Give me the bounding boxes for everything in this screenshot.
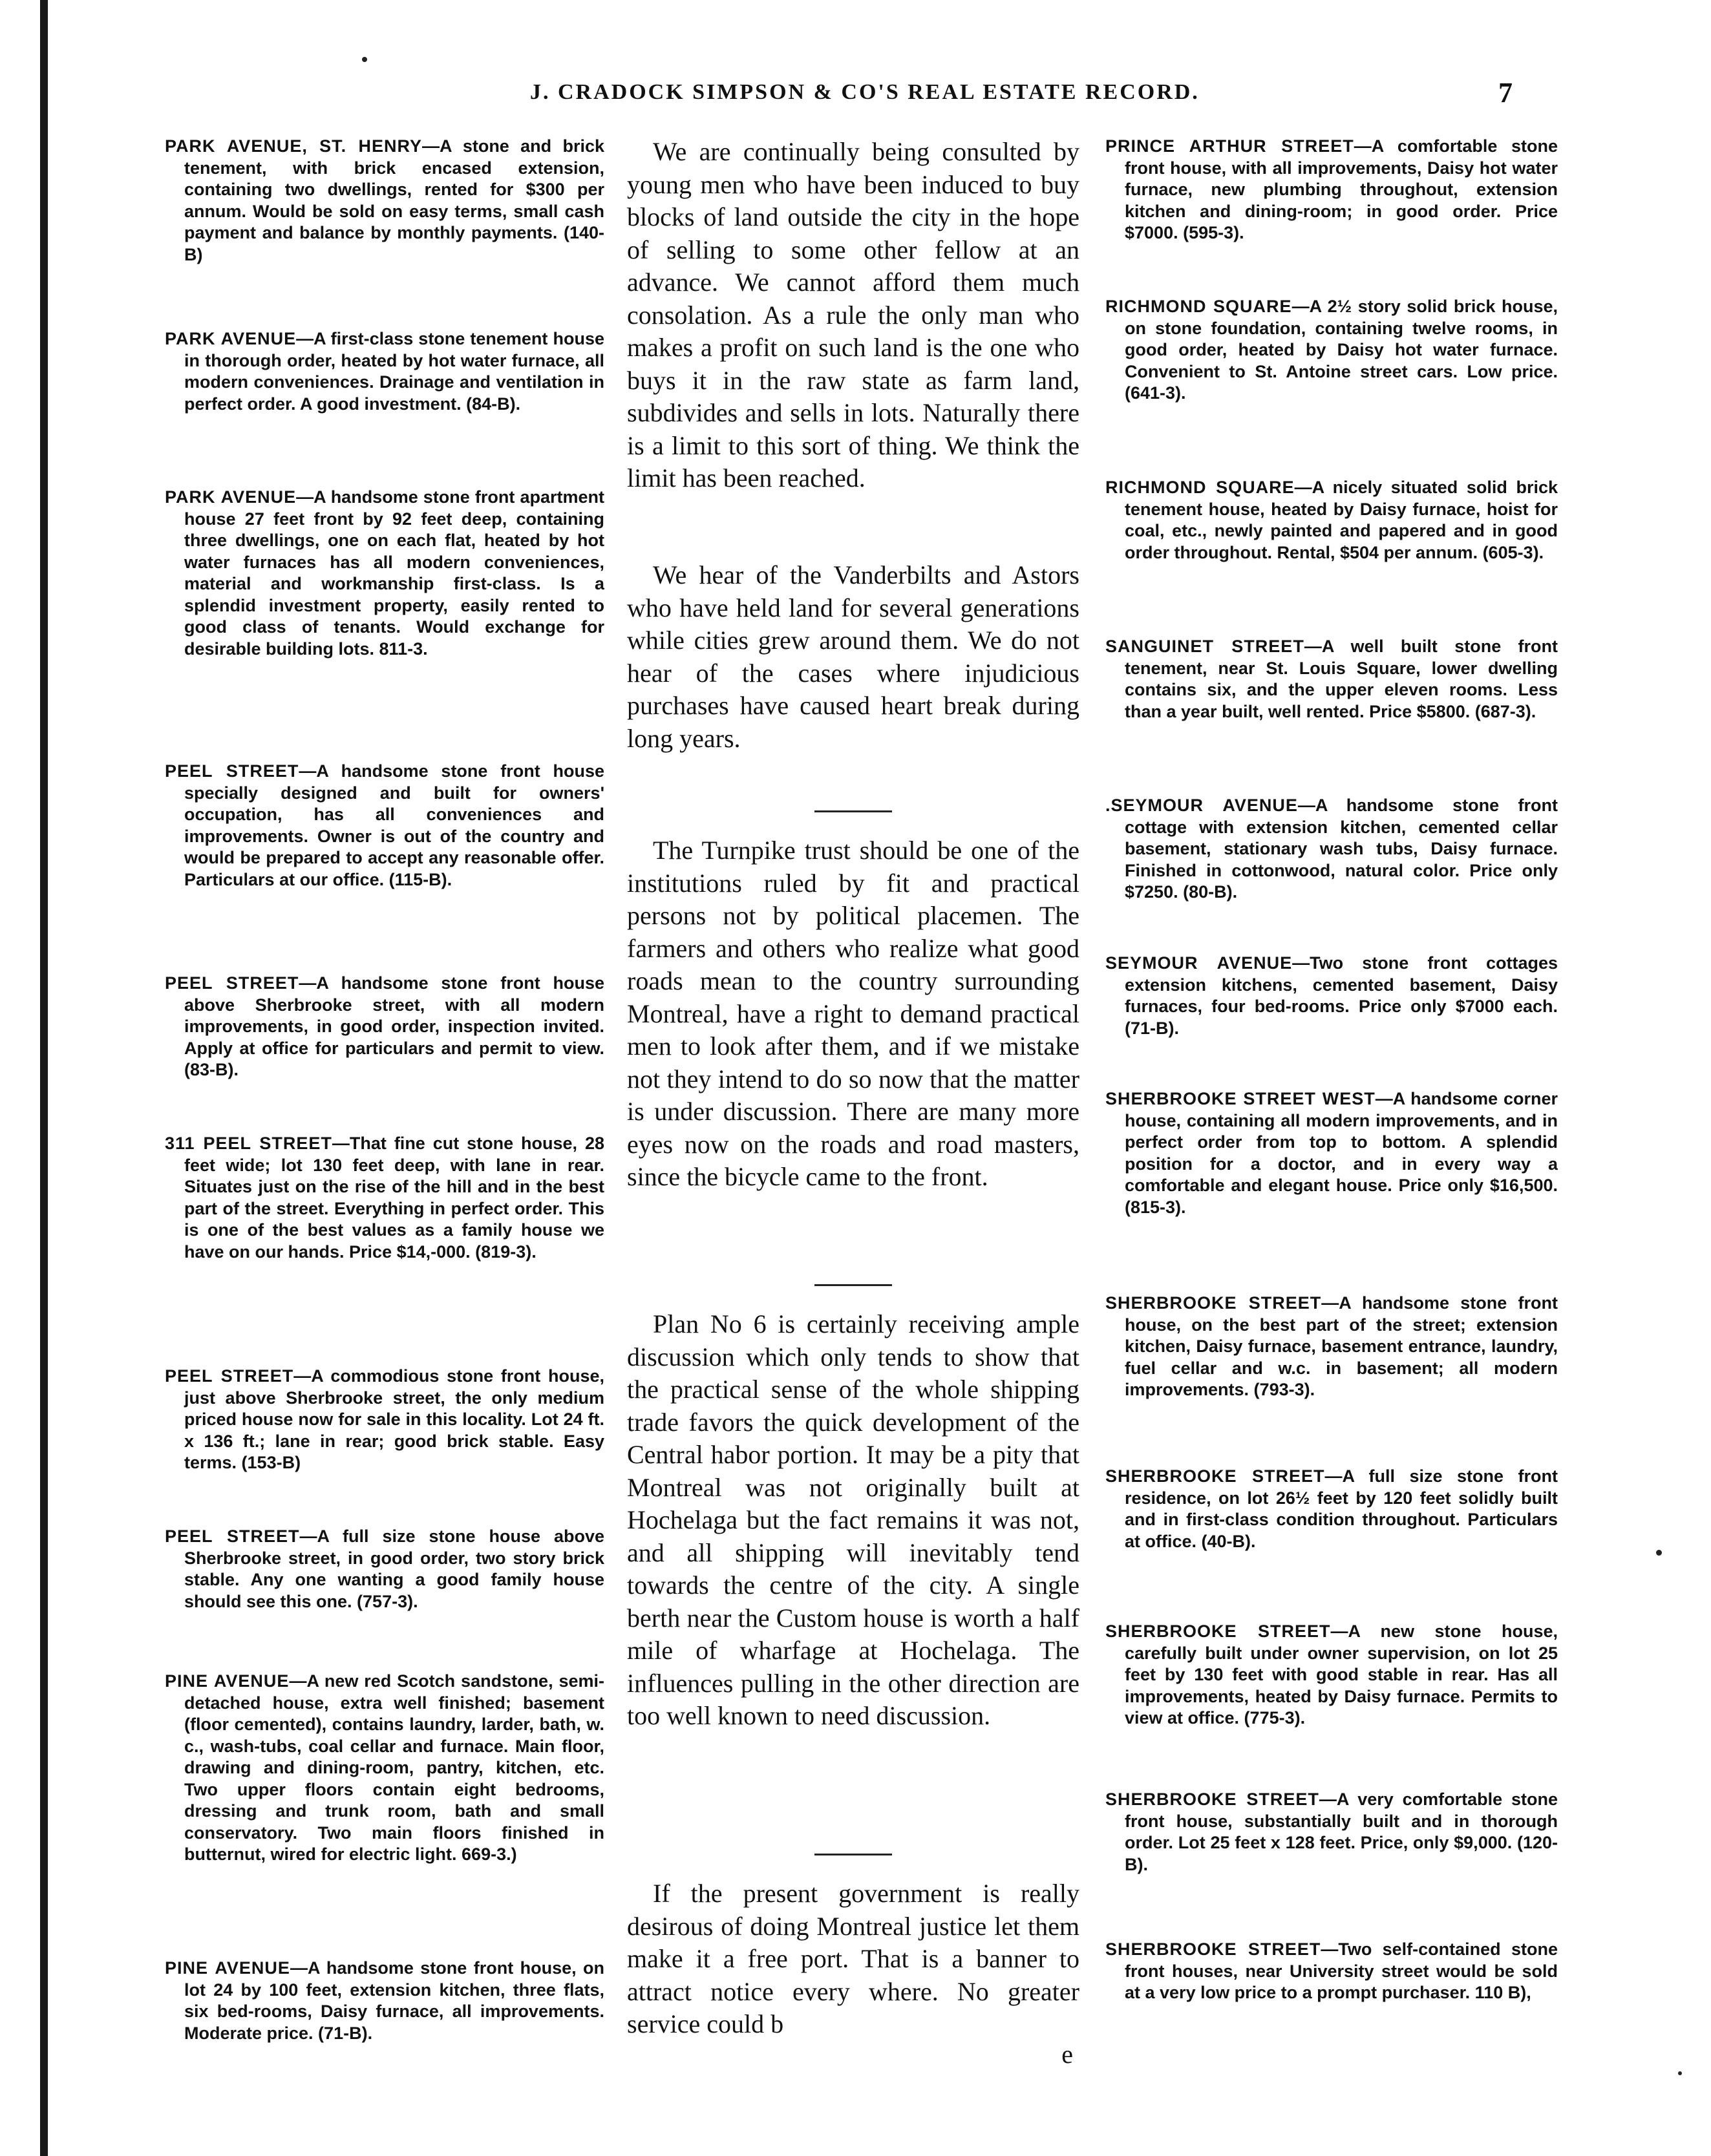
ink-speck — [362, 57, 367, 62]
editorial-paragraph: Plan No 6 is certainly receiving ample discussion which only tends to show that the practical sense of the whole shipping trade favors the quick development of the Central habor portion. It may be a pity that Montreal was not originally built at Hochelaga but the fact remains it was not, and all shipping will inevitably tend towards the centre of the city. A single berth near the Custom house is worth a half mile of wharfage at Hochelaga. The influences pulling in the other direction are too well known to need discussion. — [627, 1309, 1079, 1730]
listing-text: —Two self-contained stone front houses, near University street would be sold at a very low price to a prompt purchaser. 110 B), — [1125, 1939, 1558, 2002]
listing-text: —A full size stone front residence, on lot 26½ feet by 120 feet solidly built and in first-class condition throughout. Particulars at office. (40-B). — [1125, 1466, 1558, 1551]
listing-street: RICHMOND SQUARE — [1105, 478, 1295, 497]
listing-text: —A well built stone front tenement, near St. Louis Square, lower dwelling contains six, and the upper eleven rooms. Less than a year built, well rented. Price $5800. (687-3). — [1125, 637, 1558, 721]
listing-street: SHERBROOKE STREET — [1105, 1790, 1319, 1809]
listing-street: PEEL STREET — [165, 761, 299, 781]
listing-text: —A comfortable stone front house, with all improvements, Daisy hot water furnace, new plumbing throughout, extension kitchen and dining-room; in good order. Price $7000. (595-3). — [1125, 136, 1558, 242]
section-divider — [814, 1854, 892, 1855]
listing-entry — [165, 1671, 604, 1932]
listing-street: SHERBROOKE STREET — [1105, 1466, 1325, 1486]
listing-text: —A first-class stone tenement house in thorough order, heated by hot water furnace, all modern conveniences. Drainage and ventilation in perfect order. A good investment. (84-B). — [184, 329, 604, 414]
listing-street: PEEL STREET — [165, 973, 299, 993]
listing-street: .SEYMOUR AVENUE — [1105, 796, 1298, 815]
listing-entry — [1105, 136, 1558, 262]
listing-text: —A commodious stone front house, just above Sherbrooke street, the only medium priced house now for sale in this locality. Lot 24 ft. x 136 ft.; lane in rear; good brick stable. Easy terms. (153-B) — [184, 1366, 604, 1472]
ink-speck — [1656, 1550, 1662, 1556]
section-divider — [814, 1284, 892, 1286]
listing-street: SANGUINET STREET — [1105, 637, 1304, 656]
listing-text: —A 2½ story solid brick house, on stone foundation, containing twelve rooms, in good order, heated by Daisy hot water furnace. Convenient to St. Antoine street cars. Low price. (641-3). — [1125, 297, 1558, 403]
listing-entry — [1105, 953, 1558, 1062]
listing-text: —A nicely situated solid brick tenement house, heated by Daisy furnace, hoist for coal, etc., newly painted and papered and in good order throughout. Rental, $504 per annum. (605-3). — [1125, 478, 1558, 562]
listing-entry — [1105, 1293, 1558, 1443]
listing-text: —A new red Scotch sandstone, semi-detached house, extra well finished; basement (floor cemented), contains laundry, larder, bath, w. c., wash-tubs, coal cellar and furnace. Main floor, drawing and dining-room, pantry, kitchen, etc. Two upper floors contain eight bedrooms, dressing and trunk room, bath and small conservatory. Two main floors finished in butternut, wired for electric light. 669-3.) — [184, 1671, 604, 1864]
listing-entry — [1105, 1466, 1558, 1595]
listing-street: SHERBROOKE STREET — [1105, 1622, 1331, 1641]
listing-street: RICHMOND SQUARE — [1105, 297, 1292, 316]
listing-text: —A handsome stone front cottage with extension kitchen, cemented cellar basement, stationary wash tubs, Daisy furnace. Finished in cottonwood, natural color. Price only $7250. (80-B). — [1125, 796, 1558, 902]
listing-entry — [165, 1526, 604, 1641]
listing-entry — [1105, 296, 1558, 451]
listing-text: —A handsome stone front house specially designed and built for owners' occupation, has all conveniences and improvements. Owner is out of the country and would be prepared to accept any reasonable offer. Particulars at our office. (115-B). — [184, 761, 604, 889]
listing-street: PINE AVENUE — [165, 1958, 290, 1978]
listing-entry — [1105, 1088, 1558, 1263]
listing-entry — [165, 487, 604, 730]
listing-text: —Two stone front cottages extension kitchens, cemented basement, Daisy furnaces, four bed-rooms. Price only $7000 each. (71-B). — [1125, 953, 1558, 1038]
editorial-paragraph: We hear of the Vanderbilts and Astors who have held land for several generations while cities grew around them. We do not hear of the cases where injudicious purchases have caused heart break during long years. — [627, 560, 1079, 753]
listing-street: SEYMOUR AVENUE — [1105, 953, 1293, 973]
listing-text: —A handsome stone front apartment house 27 feet front by 92 feet deep, containing three dwellings, one on each flat, heated by hot water furnaces has all modern conveniences, material and workmanship first-class. Is a splendid investment property, easily rented to good class of tenants. Would exchange for desirable building lots. 811-3. — [184, 487, 604, 659]
listing-street: PARK AVENUE, ST. HENRY — [165, 136, 422, 156]
listing-entry — [1105, 1789, 1558, 1916]
listing-entry — [165, 328, 604, 461]
listing-street: PRINCE ARTHUR STREET — [1105, 136, 1354, 156]
right-column — [1105, 136, 1558, 2049]
listing-street: PINE AVENUE — [165, 1671, 290, 1691]
listing-text: —A handsome stone front house above Sherbrooke street, with all modern improvements, in good order, inspection invited. Apply at office for particulars and permit to view. (83-B). — [184, 973, 604, 1079]
left-column — [165, 136, 604, 2093]
page-header — [0, 76, 1711, 115]
listing-text: —A handsome stone front house, on lot 24 by 100 feet, extension kitchen, three flats, six bed-rooms, Daisy furnace, all improvements. Moderate price. (71-B). — [184, 1958, 604, 2043]
listing-text: —That fine cut stone house, 28 feet wide; lot 130 feet deep, with lane in rear. Situates just on the rise of the hill and in the best part of the street. Everything in perfect order. This is one of the best values as a family house we have on our hands. Price $14,-000. (819-3). — [184, 1134, 604, 1262]
ink-speck — [1678, 2071, 1682, 2075]
listing-entry — [1105, 477, 1558, 613]
running-title: J. CRADOCK SIMPSON & CO'S REAL ESTATE RECORD. — [530, 80, 1200, 104]
listing-street: PARK AVENUE — [165, 329, 297, 348]
page-edge-shadow — [40, 0, 48, 2156]
listing-text: —A full size stone house above Sherbrooke street, in good order, two story brick stable. Any one wanting a good family house should see this one. (757-3). — [184, 1527, 604, 1611]
hyphenated-tail: e — [1061, 2040, 1073, 2069]
listing-street: PEEL STREET — [165, 1527, 300, 1546]
listing-street: 311 PEEL STREET — [165, 1134, 332, 1153]
listing-street: SHERBROOKE STREET — [1105, 1293, 1322, 1313]
editorial-paragraph: The Turnpike trust should be one of the institutions ruled by fit and practical persons not by political placemen. The farmers and others who realize what good roads mean to the country surrounding Montreal, have a right to demand practical men to look after them, and if we mistake not they intend to do so now that the matter is under discussion. There are many more eyes now on the roads and road masters, since the bicycle came to the front. — [627, 836, 1079, 1191]
listing-text: —A stone and brick tenement, with brick encased extension, containing two dwellings, rented for $300 per annum. Would be sold on easy terms, small cash payment and balance by monthly payments. (140-B) — [184, 136, 604, 264]
listing-street: SHERBROOKE STREET WEST — [1105, 1089, 1376, 1108]
listing-entry — [165, 761, 604, 943]
listing-entry — [165, 1958, 604, 2093]
listing-street: PARK AVENUE — [165, 487, 297, 507]
listing-street: SHERBROOKE STREET — [1105, 1939, 1321, 1959]
listing-entry — [1105, 1621, 1558, 1770]
listing-street: PEEL STREET — [165, 1366, 294, 1386]
listing-text: —A handsome corner house, containing all modern improvements, and in perfect order from top to bottom. A splendid position for a doctor, and in every way a comfortable and elegant house. Price only $16,500. (815-3). — [1125, 1089, 1558, 1217]
editorial-paragraph: If the present government is really desirous of doing Montreal justice let them make it a free port. That is a banner to attract notice every where. No greater service could b — [627, 1879, 1079, 2038]
listing-text: —A handsome stone front house, on the best part of the street; extension kitchen, Daisy furnace, basement entrance, laundry, fuel cellar and w.c. in basement; all modern improvements. (793-3). — [1125, 1293, 1558, 1399]
section-divider — [814, 810, 892, 812]
editorial-paragraph: We are continually being consulted by young men who have been induced to buy blocks of land outside the city in the hope of selling to some other fellow at an advance. We cannot afford them much consolation. As a rule the only man who makes a profit on such land is the one who buys it in the raw state as farm land, subdivides and sells in lots. Naturally there is a limit to this sort of thing. We think the limit has been reached. — [627, 137, 1079, 492]
listing-text: —A new stone house, carefully built under owner supervision, on lot 25 feet by 130 feet with good stable in rear. Has all improvements, heated by Daisy furnace. Permits to view at office. (775-3). — [1125, 1622, 1558, 1728]
listing-entry — [1105, 636, 1558, 772]
listing-entry — [1105, 795, 1558, 929]
listing-entry — [165, 1366, 604, 1500]
page-number: 7 — [1498, 77, 1513, 109]
listing-entry — [165, 136, 604, 282]
listing-entry — [1105, 1939, 1558, 2049]
listing-entry — [165, 1133, 604, 1340]
listing-text: —A very comfortable stone front house, substantially built and in thorough order. Lot 25 feet x 128 feet. Price, only $9,000. (120-B). — [1125, 1790, 1558, 1874]
editorial-column — [627, 136, 1079, 2067]
listing-entry — [165, 973, 604, 1107]
